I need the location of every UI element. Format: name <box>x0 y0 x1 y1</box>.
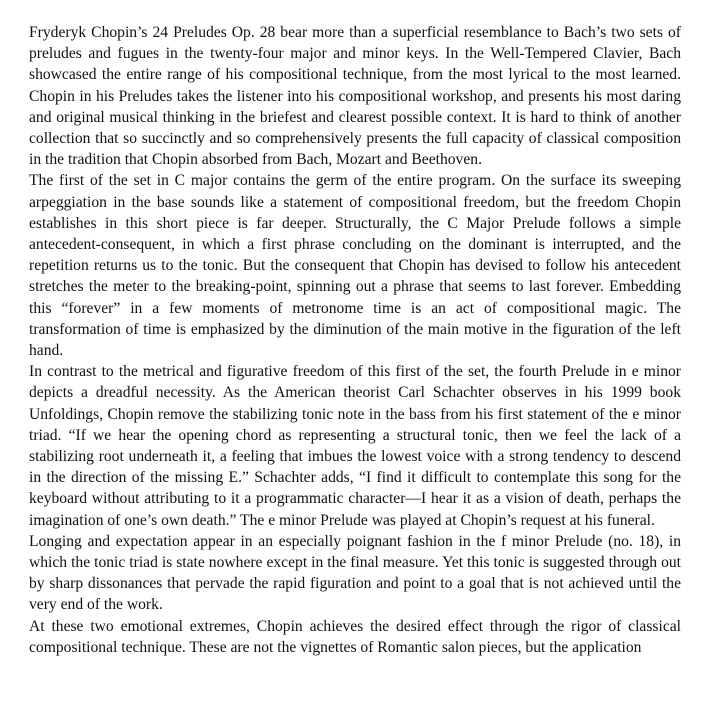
paragraph-c-major-prelude: The first of the set in C major contains the germ of the entire program. On the surface its sweeping arpeggiation in the base sounds like a statement of compositional freedom, but the freedom Chopin establishes in this short piece is far deeper. Structurally, the C Major Prelude follows a simple antecedent-consequent, in which a first phrase concluding on the dominant is interrupted, and the repetition returns us to the tonic. But the consequent that Chopin has devised to follow his antecedent stretches the meter to the breaking-point, spinning out a phrase that seems to last forever. Embedding this “forever” in a few moments of metronome time is an act of compositional magic. The transformation of time is emphasized by the diminution of the main motive in the figuration of the left hand. <box>29 172 681 360</box>
paragraph-emotional-extremes: At these two emotional extremes, Chopin achieves the desired effect through the rigor of classical compositional technique. These are not the vignettes of Romantic salon pieces, but the application <box>29 617 681 656</box>
paragraph-e-minor-prelude: In contrast to the metrical and figurative freedom of this first of the set, the fourth Prelude in e minor depicts a dreadful necessity. As the American theorist Carl Schachter observes in his 1999 book Unfoldings, Chopin remove the stabilizing tonic note in the bass from his first statement of the e minor triad. “If we hear the opening chord as representing a structural tonic, then we feel the lack of a stabilizing root underneath it, a feeling that imbues the lowest voice with a strong tendency to descend in the direction of the missing E.” Schachter adds, “I find it difficult to contemplate this song for the keyboard without attributing to it a programmatic character—I hear it as a vision of death, perhaps the imagination of one’s own death.” The e minor Prelude was played at Chopin’s request at his funeral. <box>29 363 681 529</box>
document-body <box>29 22 681 658</box>
paragraph-f-minor-prelude: Longing and expectation appear in an especially poignant fashion in the f minor Prelude (no. 18), in which the tonic triad is state nowhere except in the final measure. Yet this tonic is suggested through out by sharp dissonances that pervade the rapid figuration and point to a goal that is not achieved until the very end of the work. <box>29 532 681 614</box>
paragraph-bach-comparison: Fryderyk Chopin’s 24 Preludes Op. 28 bear more than a superficial resemblance to Bach’s two sets of preludes and fugues in the twenty-four major and minor keys. In the Well-Tempered Clavier, Bach showcased the entire range of his compositional technique, from the most lyrical to the most learned. Chopin in his Preludes takes the listener into his compositional workshop, and presents his most daring and original musical thinking in the briefest and clearest possible context. It is hard to think of another collection that so succinctly and so comprehensively presents the full capacity of classical composition in the tradition that Chopin absorbed from Bach, Mozart and Beethoven. <box>29 24 681 169</box>
